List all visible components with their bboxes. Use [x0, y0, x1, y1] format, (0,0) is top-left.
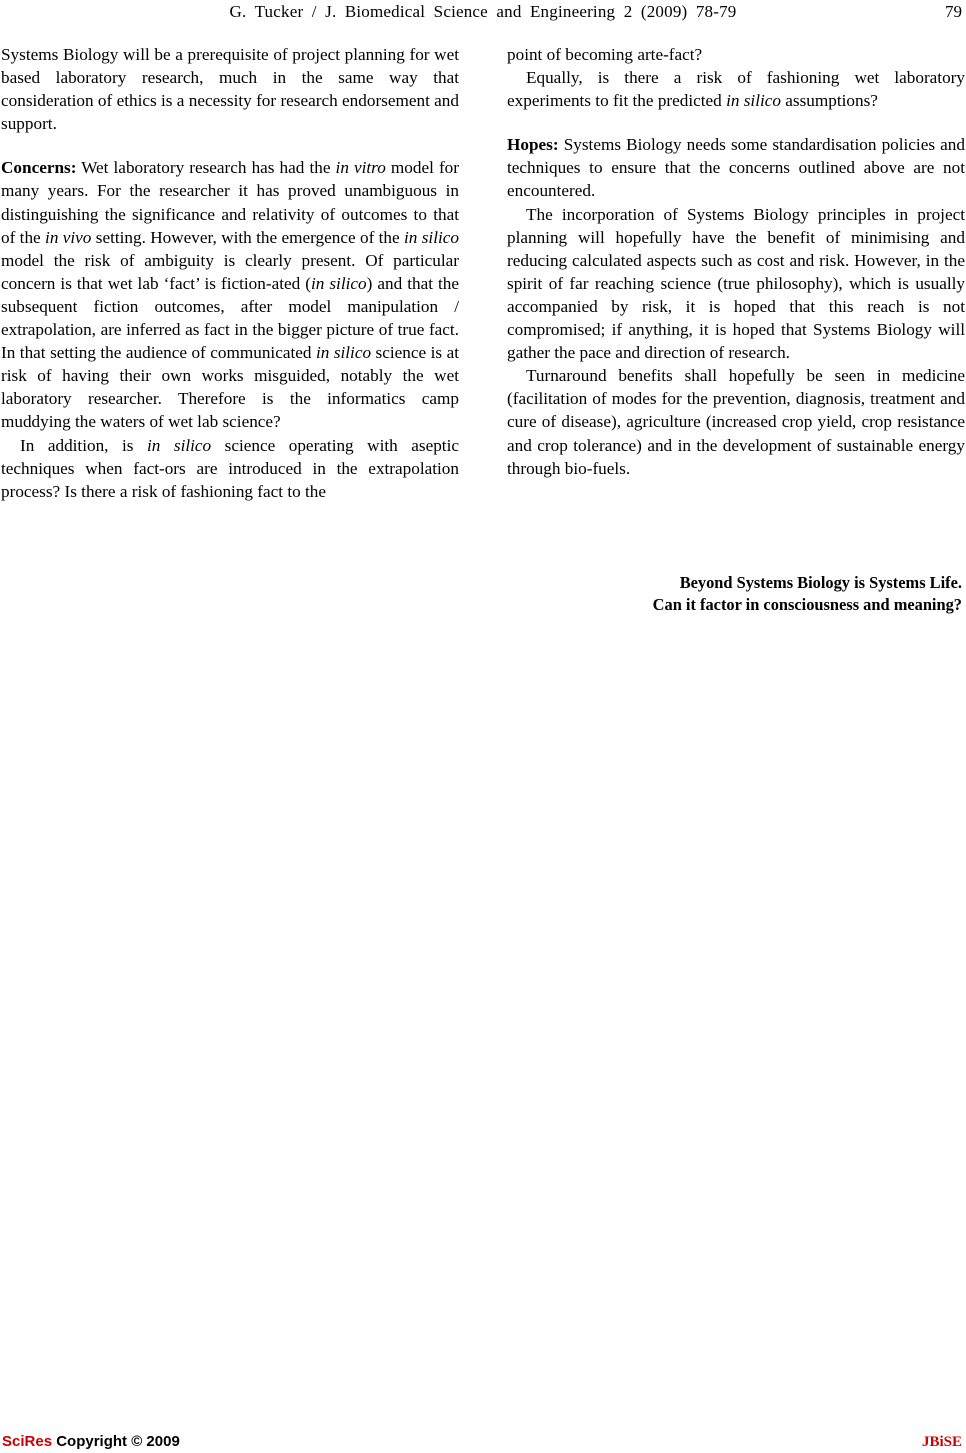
- page-footer: [0, 1433, 966, 1453]
- text-span: science is at risk of having their own works misguided, notably the wet laboratory researcher. Therefore is the informatics camp muddying the waters of wet lab science?: [1, 343, 459, 432]
- equally-paragraph: [507, 66, 965, 112]
- text-span: model for many years. For the researcher it has proved unambiguous in distinguishing the significance and relativity of outcomes to that of the: [1, 158, 459, 247]
- italic-term: in vitro: [335, 158, 386, 178]
- closing-line-1: Beyond Systems Biology is Systems Life.: [679, 573, 962, 592]
- hopes-heading: Hopes:: [507, 135, 559, 155]
- text-span: assumptions?: [780, 91, 878, 111]
- closing-remark: [653, 572, 962, 616]
- right-column: [507, 43, 965, 480]
- text-span: Systems Biology needs some standardisation policies and techniques to ensure that the concerns outlined above are not encountered.: [507, 135, 965, 201]
- intro-paragraph: Systems Biology will be a prerequisite of project planning for wet based laboratory research, much in the same way that consideration of ethics is a necessity for research endorsement and support.: [1, 45, 459, 134]
- text-span: setting. However, with the emergence of the: [91, 227, 405, 247]
- italic-term: in silico: [315, 343, 372, 363]
- journal-abbreviation: JBiSE: [921, 1434, 962, 1450]
- concerns-heading: Concerns:: [1, 158, 77, 178]
- italic-term: in silico: [146, 435, 212, 455]
- text-span: Wet laboratory research has had the: [76, 158, 336, 178]
- text-span: Equally, is there a risk of fashioning wet laboratory experiments to fit the predicted: [507, 68, 965, 111]
- page-number: 79: [945, 2, 962, 21]
- running-title: G. Tucker / J. Biomedical Science and Engineering 2 (2009) 78-79: [229, 2, 737, 21]
- incorporation-paragraph: The incorporation of Systems Biology principles in project planning will hopefully have the benefit of minimising and reducing calculated aspects such as cost and risk. However, in the spirit of far reaching science (true philosophy), which is usually accompanied by risk, it is hoped that this reach is not compromised; if anything, it is hoped that Systems Biology will gather the pace and direction of research.: [507, 204, 965, 363]
- italic-term: in silico: [726, 91, 781, 111]
- left-column: [1, 43, 459, 503]
- italic-term: in silico: [310, 273, 367, 293]
- addition-paragraph: [1, 434, 459, 503]
- continuation-line: point of becoming arte-fact?: [507, 45, 703, 64]
- text-span: ) and that the subsequent fiction outcomes, after model manipulation / extrapolation, are inferred as fact in the bigger picture of true fact. In that setting the audience of communicated: [1, 273, 459, 363]
- copyright-text: Copyright © 2009: [52, 1433, 180, 1450]
- text-span: In addition, is: [20, 435, 147, 455]
- paragraph-gap: [507, 112, 965, 133]
- turnaround-paragraph: Turnaround benefits shall hopefully be seen in medicine (facilitation of modes for the prevention, diagnosis, treatment and cure of disease), agriculture (increased crop yield, crop resistance and crop tolerance) and in the development of sustainable energy through bio-fuels.: [507, 366, 965, 478]
- paragraph-gap: [1, 135, 459, 156]
- closing-line-2: Can it factor in consciousness and meaning?: [652, 595, 962, 614]
- hopes-paragraph: [507, 133, 965, 202]
- italic-term: in silico: [404, 227, 459, 247]
- publisher-brand: SciRes: [2, 1433, 53, 1450]
- text-span: model the risk of ambiguity is clearly present. Of particular concern is that wet lab ‘fact’ is fiction-ated (: [1, 250, 459, 293]
- copyright-notice: [2, 1433, 180, 1450]
- concerns-paragraph: [1, 156, 459, 433]
- running-header: [0, 0, 966, 24]
- italic-term: in vivo: [45, 227, 92, 247]
- text-span: science operating with aseptic techniques when fact-ors are introduced in the extrapolation process? Is there a risk of fashioning fact to the: [1, 435, 459, 501]
